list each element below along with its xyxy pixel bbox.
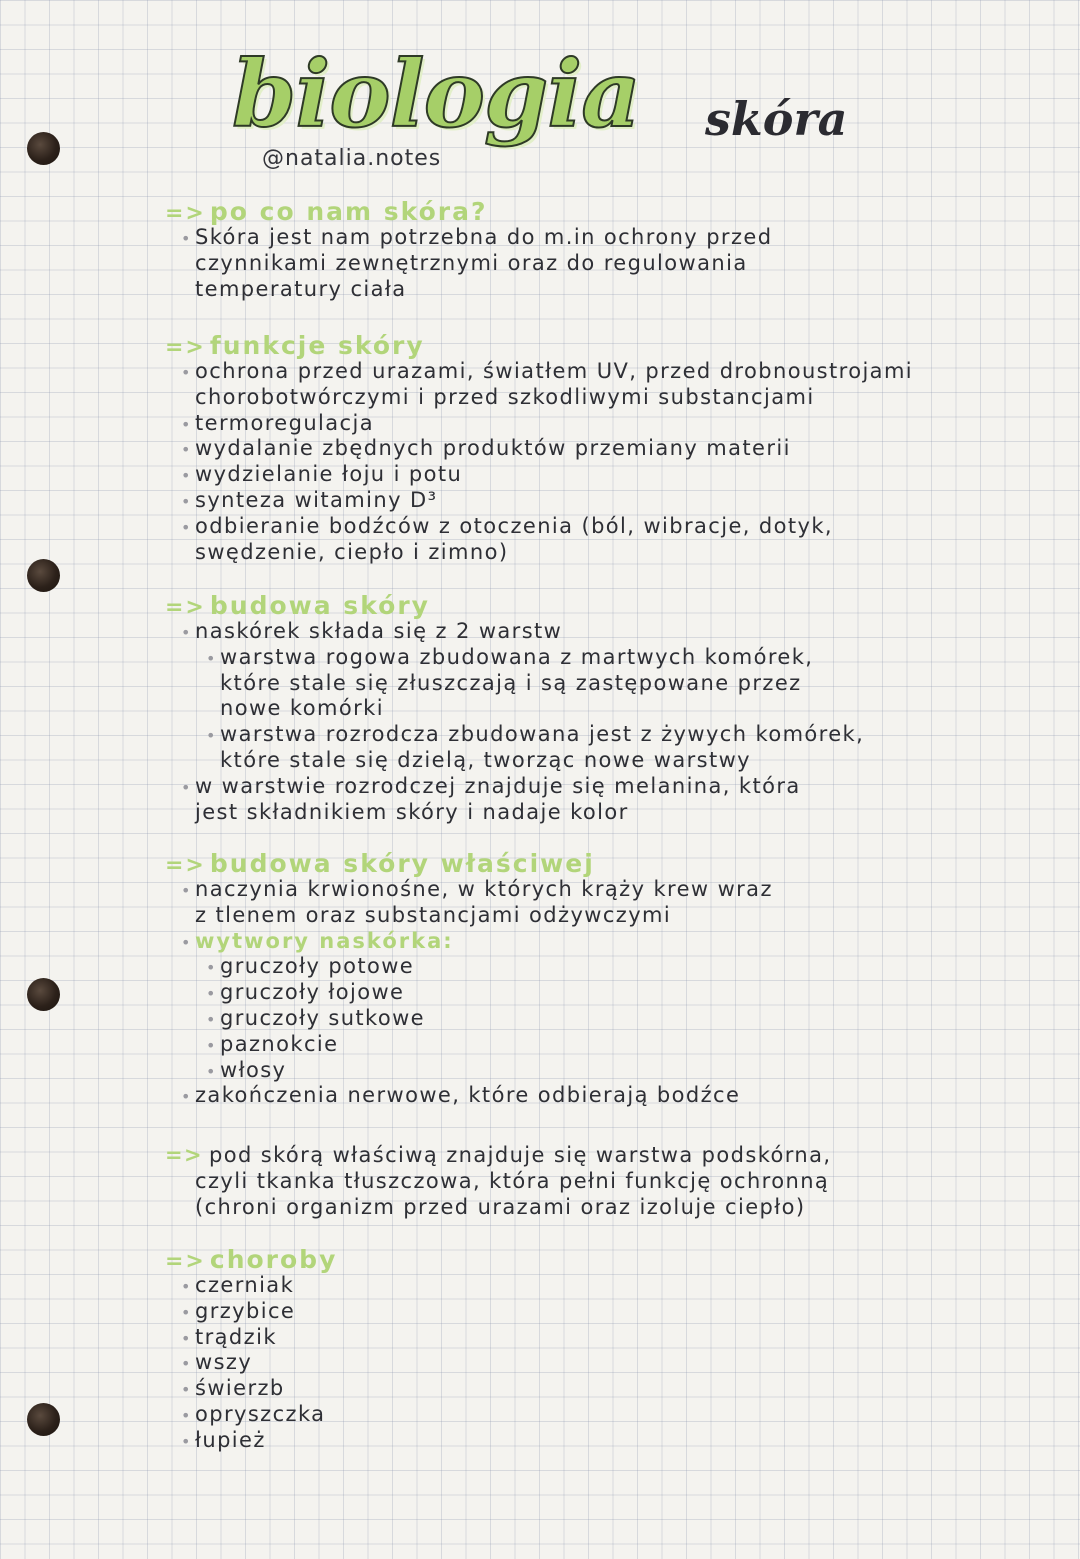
arrow-icon: =>	[165, 335, 206, 360]
section-dermis	[165, 850, 1025, 1109]
note-line: z tlenem oraz substancjami odżywczymi	[195, 902, 672, 927]
note-line: czyli tkanka tłuszczowa, która pełni funkcję ochronną	[195, 1168, 830, 1193]
page-title: biologia	[232, 40, 640, 148]
arrow-icon: =>	[165, 595, 206, 620]
note-line: temperatury ciała	[195, 276, 407, 301]
note-line: nowe komórki	[220, 696, 384, 721]
section-functions	[165, 332, 1025, 565]
binder-hole	[27, 559, 60, 592]
note-line: • Skóra jest nam potrzebna do m.in ochrony przed	[181, 225, 773, 249]
list-item: • łupież	[181, 1427, 266, 1452]
note-line: które stale się złuszczają i są zastępowane przez	[220, 670, 802, 695]
note-line: • ochrona przed urazami, światłem UV, przed drobnoustrojami	[181, 359, 914, 383]
note-line: swędzenie, ciepło i zimno)	[195, 539, 509, 564]
note-line: czynnikami zewnętrznymi oraz do regulowania	[195, 250, 748, 275]
list-item: • wszy	[181, 1350, 253, 1375]
note-line: • gruczoły potowe	[206, 954, 415, 979]
note-line: • zakończenia nerwowe, które odbierają bodźce	[181, 1083, 741, 1108]
arrow-icon: =>	[165, 201, 206, 226]
list-item: • grzybice	[181, 1298, 296, 1323]
binder-hole	[27, 1403, 60, 1436]
note-line: • naskórek składa się z 2 warstw	[181, 619, 563, 643]
note-line: • paznokcie	[206, 1031, 339, 1056]
section-heading: => choroby	[165, 1245, 338, 1274]
note-line: • wydzielanie łoju i potu	[181, 462, 463, 487]
list-item: • świerzb	[181, 1376, 285, 1401]
list-item: • czerniak	[181, 1273, 295, 1297]
note-line: (chroni organizm przed urazami oraz izoluje ciepło)	[195, 1194, 806, 1219]
note-line: => pod skórą właściwą znajduje się warstwa podskórna,	[165, 1143, 832, 1167]
arrow-icon: =>	[165, 1249, 206, 1274]
note-line: • gruczoły łojowe	[206, 980, 405, 1005]
note-line: • gruczoły sutkowe	[206, 1005, 426, 1030]
note-line: • naczynia krwionośne, w których krąży krew wraz	[181, 877, 773, 901]
note-line: • warstwa rozrodcza zbudowana jest z żywych komórek,	[206, 722, 865, 747]
subject-title: skóra	[705, 92, 848, 146]
binder-hole	[27, 132, 60, 165]
list-item: • trądzik	[181, 1324, 277, 1349]
binder-hole	[27, 978, 60, 1011]
list-item: • opryszczka	[181, 1401, 326, 1426]
note-line: • odbieranie bodźców z otoczenia (ból, wibracje, dotyk,	[181, 513, 834, 538]
section-why	[165, 198, 1025, 302]
section-heading: => po co nam skóra?	[165, 197, 488, 226]
arrow-icon: =>	[165, 1143, 203, 1167]
section-heading: => budowa skóry	[165, 591, 430, 620]
note-line: • w warstwie rozrodczej znajduje się melanina, która	[181, 773, 801, 798]
section-structure	[165, 592, 1025, 825]
section-heading: => funkcje skóry	[165, 331, 425, 360]
section-subcutaneous	[165, 1143, 1025, 1220]
note-line: • włosy	[206, 1057, 287, 1082]
note-line: które stale się dzielą, tworząc nowe warstwy	[220, 747, 752, 772]
note-line: • wydalanie zbędnych produktów przemiany materii	[181, 436, 791, 461]
note-line: • wytwory naskórka:	[181, 928, 454, 953]
note-line: • termoregulacja	[181, 410, 375, 435]
arrow-icon: =>	[165, 853, 206, 878]
author-handle: @natalia.notes	[262, 146, 442, 171]
section-heading: => budowa skóry właściwej	[165, 849, 595, 878]
note-line: jest składnikiem skóry i nadaje kolor	[195, 799, 629, 824]
section-diseases	[165, 1246, 1025, 1454]
note-line: • warstwa rogowa zbudowana z martwych komórek,	[206, 644, 814, 669]
note-line: • synteza witaminy D³	[181, 487, 438, 512]
note-line: chorobotwórczymi i przed szkodliwymi substancjami	[195, 384, 815, 409]
